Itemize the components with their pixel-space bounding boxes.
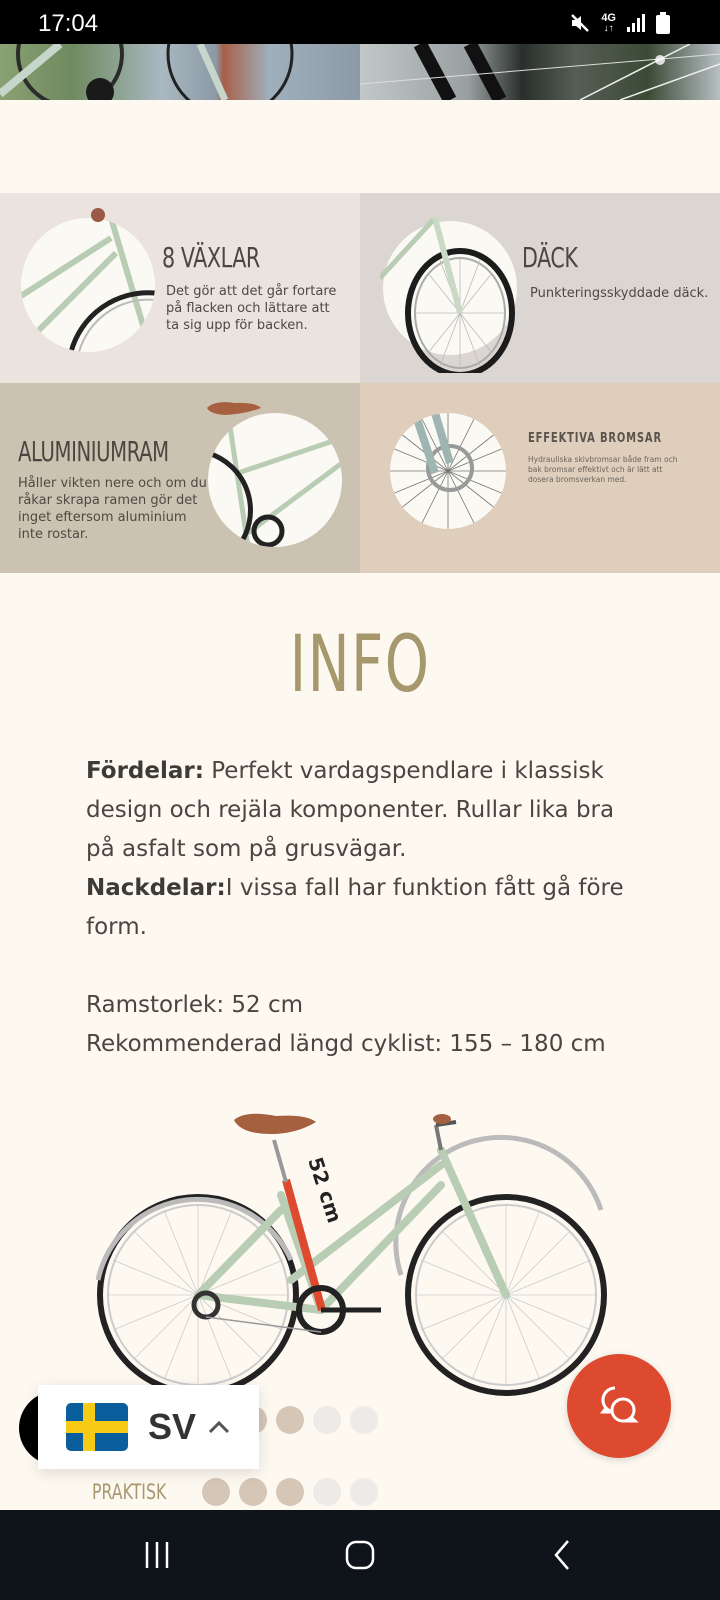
rating-dot-empty: [350, 1478, 378, 1506]
rating-dot-empty: [350, 1406, 378, 1434]
bike-wheel-illustration: [0, 44, 360, 100]
mute-icon: [569, 12, 591, 34]
feature-image-frame: [208, 413, 342, 547]
home-button[interactable]: [330, 1530, 390, 1580]
specs: [86, 986, 666, 1064]
status-time: 17:04: [38, 10, 99, 37]
feature-title: DÄCK: [522, 241, 578, 274]
wheel-illustration: [380, 218, 520, 373]
feature-description: Punkteringsskyddade däck.: [530, 286, 709, 301]
info-title: INFO: [289, 620, 431, 710]
rating-dot-empty: [313, 1478, 341, 1506]
sweden-flag-icon: [66, 1403, 128, 1451]
spokes-illustration: [360, 44, 720, 100]
chevron-up-icon: [208, 1420, 230, 1434]
feature-description: Hydrauliska skivbromsar både fram och bak bromsar effektivt och är lätt att dosera bromsverkan med.: [528, 455, 678, 484]
hero-image-wheel-spokes: [360, 44, 720, 100]
cons-label: Nackdelar:: [86, 875, 226, 901]
4g-icon: 4G ↓↑: [601, 11, 616, 34]
system-nav-bar: [0, 1510, 720, 1600]
hero-image-bike-by-water: [0, 44, 360, 100]
back-icon: [552, 1539, 572, 1571]
chat-bubbles-icon: [597, 1384, 641, 1428]
chat-button[interactable]: [567, 1354, 671, 1458]
rating-dot-filled: [276, 1406, 304, 1434]
feature-tires: [360, 193, 720, 383]
bell-icon: [88, 205, 108, 225]
back-button[interactable]: [532, 1530, 592, 1580]
status-icons: [569, 12, 670, 34]
recent-apps-icon: [143, 1540, 173, 1570]
status-bar: [0, 0, 720, 44]
feature-image-brakes: [390, 413, 506, 529]
battery-icon: [656, 12, 670, 34]
home-icon: [344, 1539, 376, 1571]
language-code: SV: [148, 1406, 197, 1447]
network-label: 4G: [601, 11, 616, 24]
pros-text: Perfekt vardagspendlare i klassisk design och rejäla komponenter. Rullar lika bra på asfalt som på grusvägar.: [86, 758, 615, 862]
signal-icon: [626, 13, 646, 33]
recommended-height: Rekommenderad längd cyklist: 155 – 180 cm: [86, 1031, 606, 1057]
rating-dot-filled: [239, 1478, 267, 1506]
feature-grid: [0, 193, 720, 573]
feature-image-gears: [21, 218, 155, 352]
feature-title: 8 VÄXLAR: [162, 241, 260, 274]
feature-description: Det gör att det går fortare på flacken och lättare att ta sig upp för backen.: [166, 284, 337, 333]
feature-aluminium-frame: [0, 383, 360, 573]
feature-brakes: [360, 383, 720, 573]
frame-size: Ramstorlek: 52 cm: [86, 992, 304, 1018]
feature-title: ALUMINIUMRAM: [18, 435, 169, 468]
feature-gears: [0, 193, 360, 383]
rating-dot-filled: [276, 1478, 304, 1506]
info-pros-cons: [86, 752, 646, 947]
bike-image: [96, 1110, 626, 1410]
pros-label: Fördelar:: [86, 758, 204, 784]
feature-title: EFFEKTIVA BROMSAR: [528, 431, 662, 446]
rating-row-praktisk: [92, 1478, 387, 1506]
measure-label: 52 cm: [303, 1154, 347, 1226]
rating-dot-filled: [202, 1478, 230, 1506]
rating-dot-empty: [313, 1406, 341, 1434]
recent-apps-button[interactable]: [128, 1530, 188, 1580]
hero-image-strip: [0, 44, 720, 100]
rating-label: PRAKTISK: [92, 1480, 167, 1504]
saddle-illustration: [205, 400, 265, 420]
feature-description: Håller vikten nere och om du råkar skrapa ramen gör det inget eftersom aluminium inte rostar.: [18, 476, 207, 542]
cons-text: I vissa fall har funktion fått gå före form.: [86, 875, 624, 940]
language-selector[interactable]: [38, 1385, 259, 1469]
